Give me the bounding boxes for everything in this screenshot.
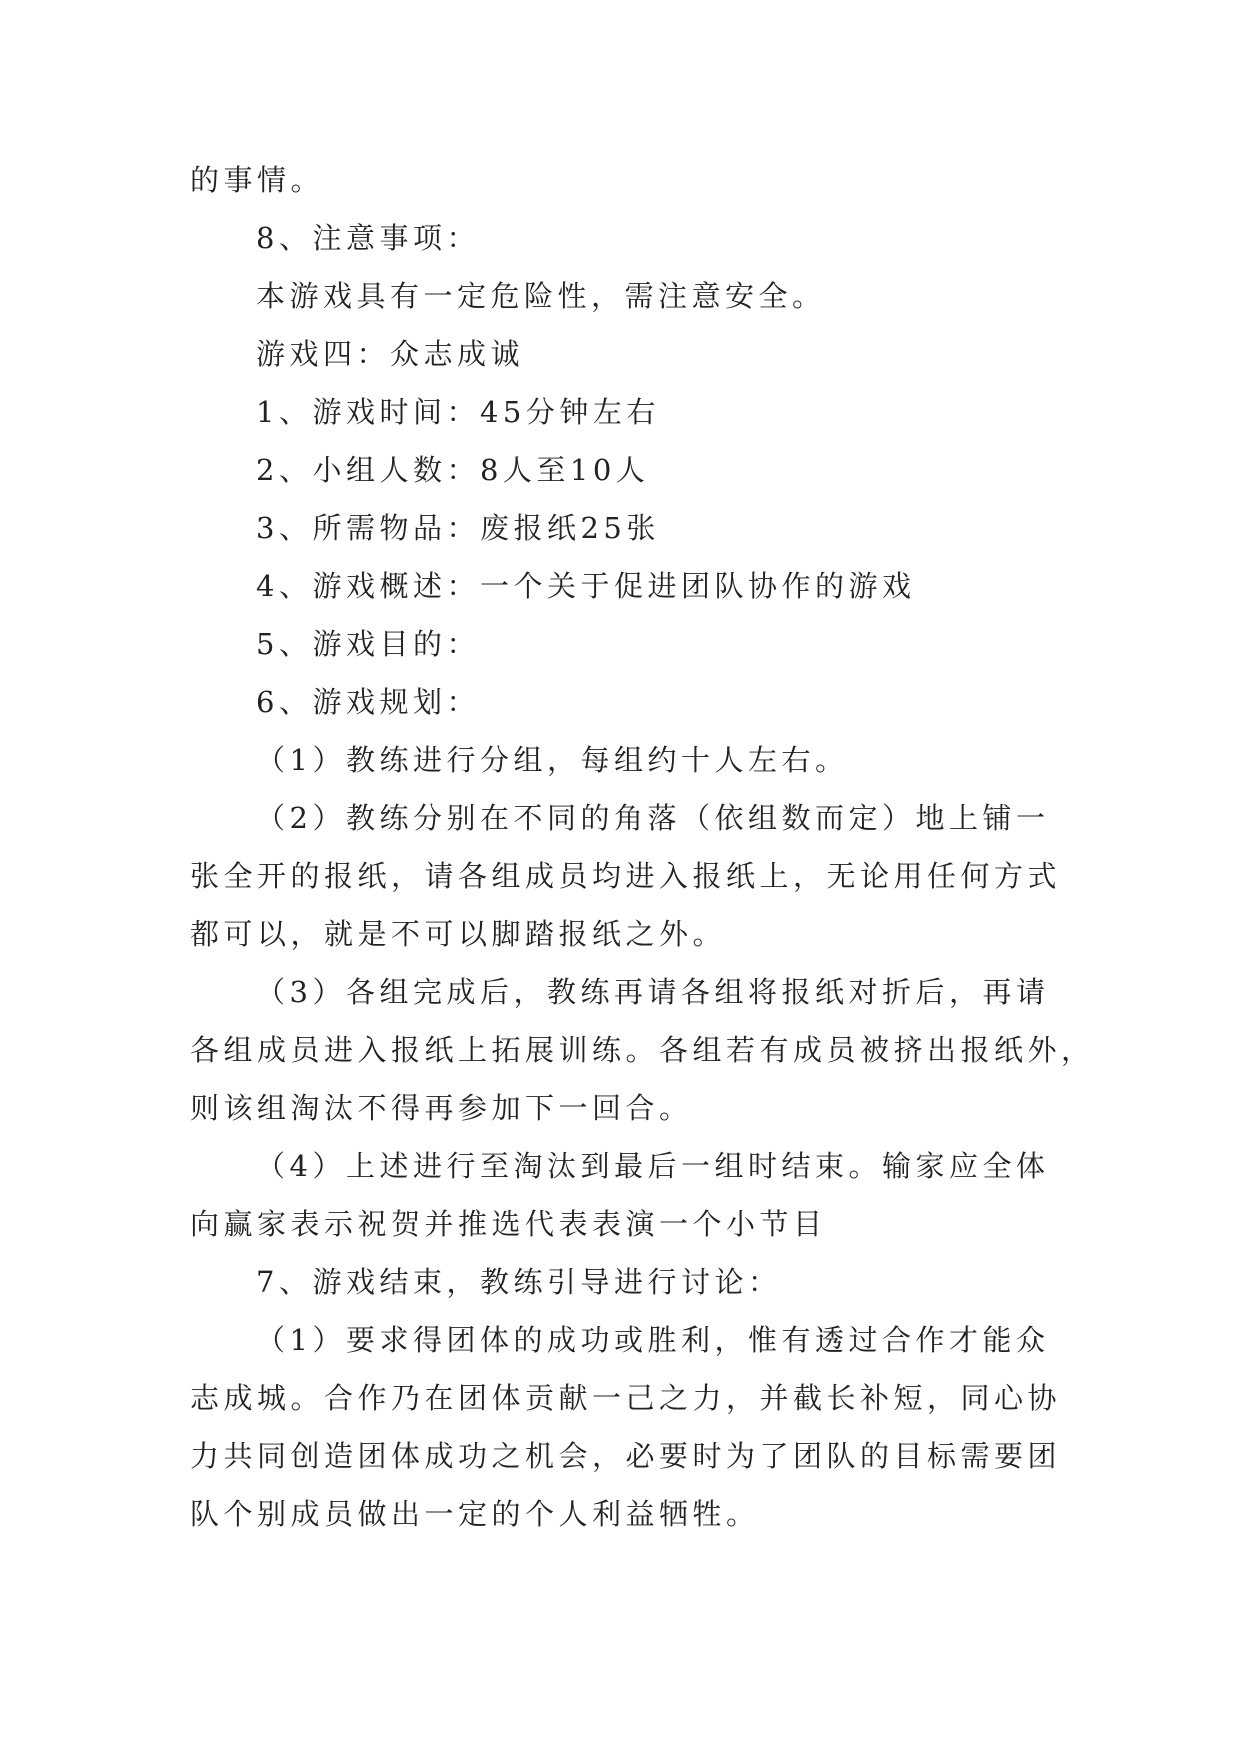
list-item: 2、小组人数：8人至10人	[256, 453, 650, 487]
list-item: 3、所需物品：废报纸25张	[256, 511, 660, 545]
text-line: 各组成员进入报纸上拓展训练。各组若有成员被挤出报纸外，	[190, 1033, 1095, 1067]
text-line: 张全开的报纸，请各组成员均进入报纸上，无论用任何方式	[190, 859, 1062, 893]
text-line: （1）教练进行分组，每组约十人左右。	[256, 743, 849, 777]
text-line: 力共同创造团体成功之机会，必要时为了团队的目标需要团	[190, 1439, 1062, 1473]
text-line: 则该组淘汰不得再参加下一回合。	[190, 1091, 693, 1125]
text-line: （3）各组完成后，教练再请各组将报纸对折后，再请	[256, 975, 1050, 1009]
text-line: 队个别成员做出一定的个人利益牺牲。	[190, 1497, 760, 1531]
list-item: 7、游戏结束，教练引导进行讨论：	[256, 1265, 782, 1299]
section-heading: 8、注意事项：	[256, 221, 480, 255]
text-line: 志成城。合作乃在团体贡献一己之力，并截长补短，同心协	[190, 1381, 1062, 1415]
text-line: 都可以，就是不可以脚踏报纸之外。	[190, 917, 727, 951]
list-item: 4、游戏概述：一个关于促进团队协作的游戏	[256, 569, 916, 603]
list-item: 6、游戏规划：	[256, 685, 480, 719]
text-line: （4）上述进行至淘汰到最后一组时结束。输家应全体	[256, 1149, 1050, 1183]
text-line: （2）教练分别在不同的角落（依组数而定）地上铺一	[256, 801, 1050, 835]
text-line: 的事情。	[190, 163, 325, 197]
text-line: 向赢家表示祝贺并推选代表表演一个小节目	[190, 1207, 827, 1241]
game-title: 游戏四：众志成诚	[256, 337, 525, 371]
text-line: （1）要求得团体的成功或胜利，惟有透过合作才能众	[256, 1323, 1050, 1357]
list-item: 5、游戏目的：	[256, 627, 480, 661]
text-line: 本游戏具有一定危险性，需注意安全。	[256, 279, 826, 313]
list-item: 1、游戏时间：45分钟左右	[256, 395, 660, 429]
